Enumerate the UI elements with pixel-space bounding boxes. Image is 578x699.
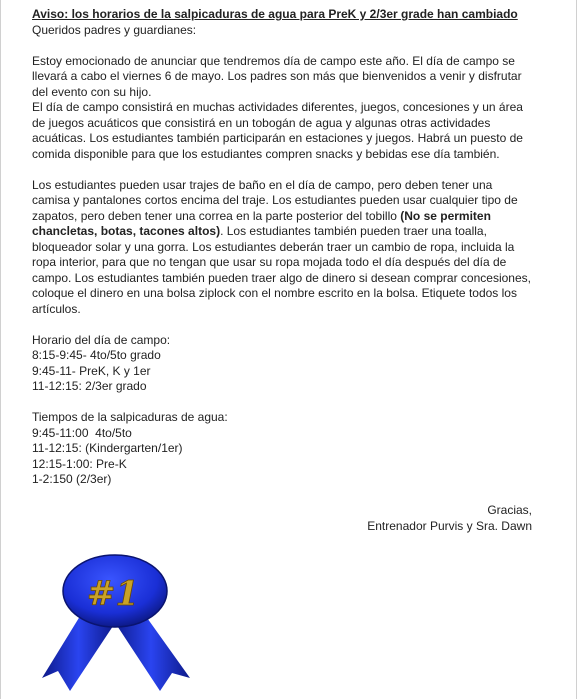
schedule-item: 9:45-11- PreK, K y 1er bbox=[32, 363, 151, 378]
first-place-ribbon-icon bbox=[40, 553, 200, 693]
greeting: Queridos padres y guardianes: bbox=[32, 22, 197, 37]
signature-names: Entrenador Purvis y Sra. Dawn bbox=[367, 518, 532, 533]
paragraph-announcement: Estoy emocionado de anunciar que tendremos día de campo este año. El día de campo se llevará a cabo el viernes 6 de mayo. Los padres son más que bienvenidos a venir y disfrutar del evento con su hijo. bbox=[32, 53, 522, 99]
notice-document bbox=[32, 7, 532, 488]
water-time-item: 11-12:15: (Kindergarten/1er) bbox=[32, 441, 183, 455]
water-time-item: 12:15-1:00: Pre-K bbox=[32, 456, 127, 471]
attire-text-1: Los estudiantes pueden usar trajes de baño en el día de campo, pero deben tener una camisa y pantalones cortos encima del traje. Los estudiantes pueden usar cualquier tipo de zapatos, pero deben tener una correa en la parte posterior del tobillo bbox=[32, 177, 518, 223]
schedule-item: 8:15-9:45- 4to/5to grado bbox=[32, 348, 161, 362]
water-times-heading: Tiempos de la salpicaduras de agua: bbox=[32, 410, 228, 424]
closing: Gracias, bbox=[487, 503, 532, 517]
water-time-item: 9:45-11:00 4to/5to bbox=[32, 425, 132, 440]
schedule-item: 11-12:15: 2/3er grado bbox=[32, 379, 147, 393]
page-edge-left bbox=[0, 0, 1, 699]
paragraph-attire bbox=[32, 178, 532, 318]
water-time-item: 1-2:150 (2/3er) bbox=[32, 472, 112, 486]
signature-block bbox=[367, 503, 532, 534]
attire-text-2: . Los estudiantes también pueden traer una toalla, bloqueador solar y una gorra. Los estudiantes deberán traer un cambio de ropa, incluida la ropa interior, para que no tengan que usar su ropa mojada todo el día después del día de campo. Los estudiantes también pueden traer algo de dinero si desean comprar concesiones, coloque el dinero en una bolsa ziplock con el nombre escrito en la bolsa. Etiquete todos los artículos. bbox=[32, 224, 531, 316]
notice-title: Aviso: los horarios de la salpicaduras de agua para PreK y 2/3er grade han cambiado bbox=[32, 7, 518, 21]
paragraph-activities: El día de campo consistirá en muchas actividades diferentes, juegos, concesiones y un área de juegos acuáticos que consistirá en un tobogán de agua y algunas otras actividades acuáticas. Los estudiantes también participarán en estaciones y juegos. Habrá un puesto de comida disponible para que los estudiantes compren snacks y bebidas ese día también. bbox=[32, 100, 523, 161]
page-edge-right bbox=[576, 0, 577, 699]
schedule-heading: Horario del día de campo: bbox=[32, 332, 171, 347]
attire-warning: (No se permiten chancletas, botas, tacones altos) bbox=[32, 208, 491, 238]
ribbon-label: #1 bbox=[86, 574, 140, 614]
